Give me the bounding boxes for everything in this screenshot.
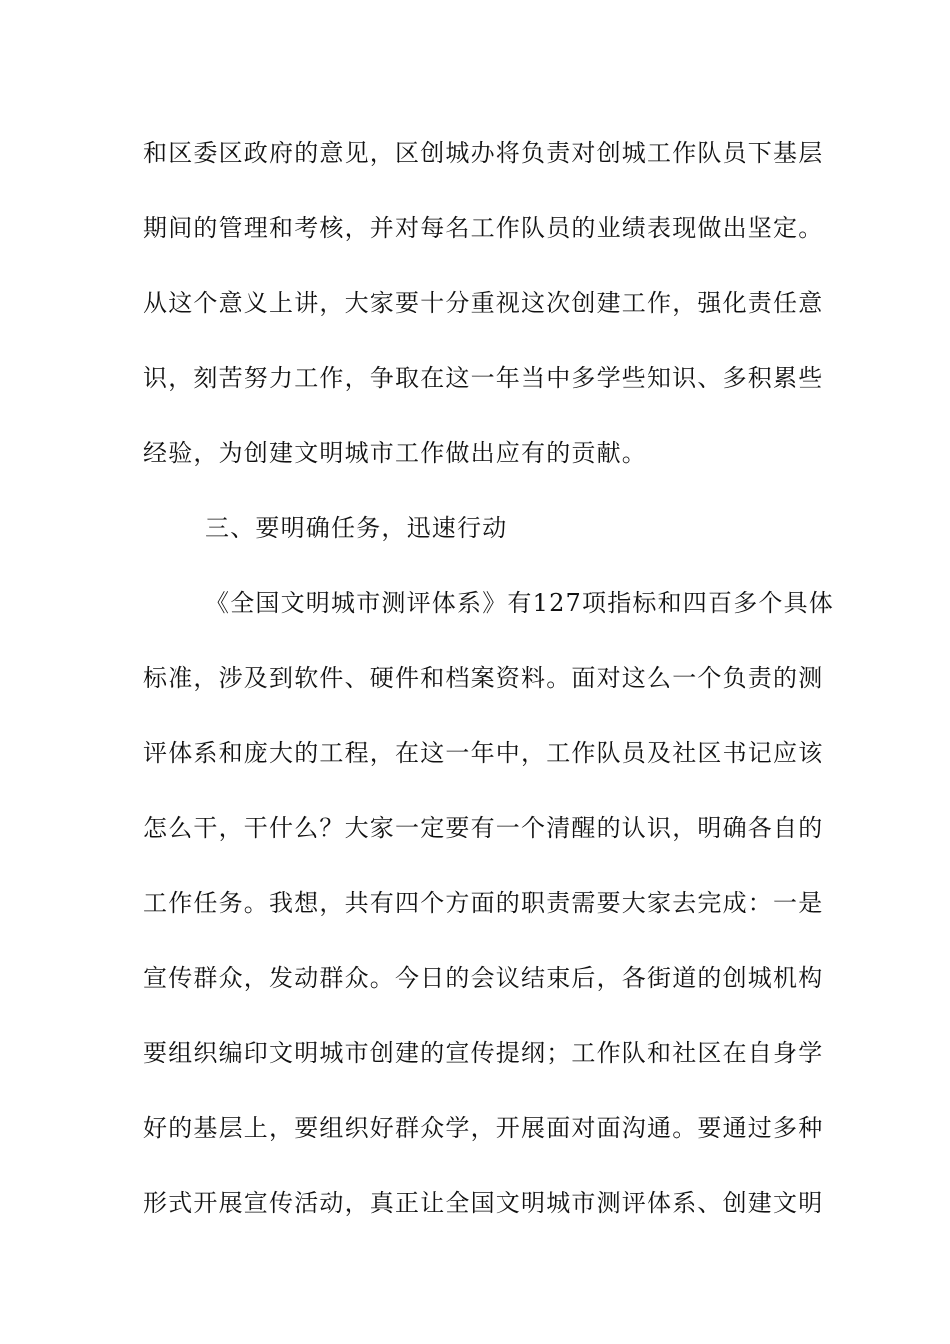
paragraph-line: 评体系和庞大的工程，在这一年中，工作队员及社区书记应该 (143, 739, 824, 767)
paragraph-line: 好的基层上，要组织好群众学，开展面对面沟通。要通过多种 (143, 1114, 824, 1142)
paragraph-line: 工作任务。我想，共有四个方面的职责需要大家去完成：一是 (143, 889, 824, 917)
paragraph-line: 标准，涉及到软件、硬件和档案资料。面对这么一个负责的测 (143, 664, 824, 692)
document-body (143, 132, 835, 1257)
paragraph-line: 形式开展宣传活动，真正让全国文明城市测评体系、创建文明 (143, 1189, 824, 1217)
paragraph-line: 《全国文明城市测评体系》有127项指标和四百多个具体 (205, 589, 835, 617)
paragraph-line: 要组织编印文明城市创建的宣传提纲；工作队和社区在自身学 (143, 1039, 824, 1067)
paragraph-line: 识，刻苦努力工作，争取在这一年当中多学些知识、多积累些 (143, 364, 824, 392)
paragraph-line: 期间的管理和考核，并对每名工作队员的业绩表现做出坚定。 (143, 214, 824, 242)
paragraph-line: 和区委区政府的意见，区创城办将负责对创城工作队员下基层 (143, 139, 824, 167)
paragraph-line: 怎么干，干什么？大家一定要有一个清醒的认识，明确各自的 (143, 814, 824, 842)
paragraph-line: 从这个意义上讲，大家要十分重视这次创建工作，强化责任意 (143, 289, 824, 317)
paragraph-line: 宣传群众，发动群众。今日的会议结束后，各街道的创城机构 (143, 964, 824, 992)
section-heading: 三、要明确任务，迅速行动 (205, 514, 508, 542)
paragraph-line: 经验，为创建文明城市工作做出应有的贡献。 (143, 439, 647, 467)
